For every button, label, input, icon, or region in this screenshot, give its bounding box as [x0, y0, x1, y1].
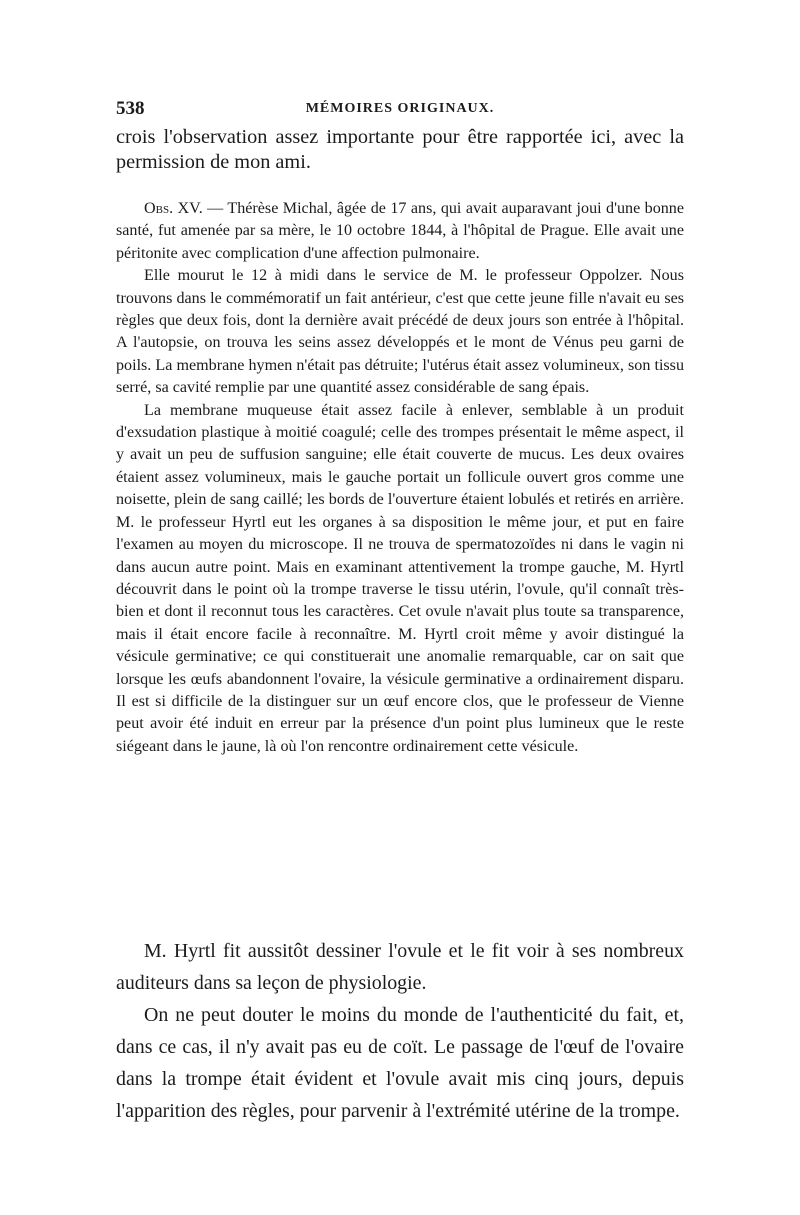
- observation-section: [116, 198, 684, 758]
- intro-text: [116, 125, 684, 175]
- running-title: MÉMOIRES ORIGINAUX.: [305, 101, 495, 116]
- observation-paragraph-2: Elle mourut le 12 à midi dans le service de M. le professeur Oppolzer. Nous trouvons dans le commémoratif un fait antérieur, c'est que cette jeune fille n'avait eu ses règles que deux fois, dont la dernière avait précédé de deux jours son entrée à l'hôpital. A l'autopsie, on trouva les seins assez développés et le mont de Vénus peu garni de poils. La membrane hymen n'était pas détruite; l'utérus était assez volumineux, son tissu serré, sa cavité remplie par une quantité assez considérable de sang épais.: [116, 267, 684, 397]
- conclusion-paragraph-1: M. Hyrtl fit aussitôt dessiner l'ovule et le fit voir à ses nombreux auditeurs dans sa leçon de physiologie.: [116, 940, 684, 994]
- observation-paragraph-1: [116, 198, 684, 265]
- intro-paragraph: crois l'observation assez importante pour être rapportée ici, avec la permission de mon ami.: [116, 126, 684, 173]
- observation-paragraph-3: La membrane muqueuse était assez facile à enlever, semblable à un produit d'exsudation plastique à moitié coagulé; celle des trompes présentait le même aspect, il y avait un peu de suffusion sanguine; elle était couverte de mucus. Les deux ovaires étaient assez volumineux, mais le gauche portait un follicule ouvert gros comme une noisette, plein de sang caillé; les bords de l'ouverture étaient lobulés et retirés en arrière. M. le professeur Hyrtl eut les organes à sa disposition le même jour, et put en faire l'examen au moyen du microscope. Il ne trouva de spermatozoïdes ni dans le vagin ni dans aucun autre point. Mais en examinant attentivement la trompe gauche, M. Hyrtl découvrit dans le point où la trompe traverse le tissu utérin, l'ovule, qu'il connaît très-bien et dont il reconnut tous les caractères. Cet ovule n'avait plus toute sa transparence, mais il était encore facile à reconnaître. M. Hyrtl croit même y avoir distingué la vésicule germinative; ce qui constituerait une anomalie remarquable, car on sait que lorsque les œufs abandonnent l'ovaire, la vésicule germinative a ordinairement disparu. Il est si difficile de la distinguer sur un œuf encore clos, que le professeur de Vienne peut avoir été induit en erreur par la présence d'un point plus lumineux que le reste siégeant dans le jaune, là où l'on rencontre ordinairement cette vésicule.: [116, 401, 684, 755]
- conclusion-paragraph-2: On ne peut douter le moins du monde de l'authenticité du fait, et, dans ce cas, il n'y avait pas eu de coït. Le passage de l'œuf de l'ovaire dans la trompe était évident et l'ovule avait mis cinq jours, depuis l'apparition des règles, pour parvenir à l'extrémité utérine de la trompe.: [116, 1004, 684, 1122]
- conclusion-section: [116, 935, 684, 1127]
- observation-text-1: — Thérèse Michal, âgée de 17 ans, qui avait auparavant joui d'une bonne santé, fut amenée par sa mère, le 10 octobre 1844, à l'hôpital de Prague. Elle avait une péritonite avec complication d'une affection pulmonaire.: [116, 200, 684, 262]
- page-number: 538: [116, 98, 145, 119]
- observation-label: Obs. XV.: [144, 200, 203, 217]
- running-head: [116, 97, 684, 121]
